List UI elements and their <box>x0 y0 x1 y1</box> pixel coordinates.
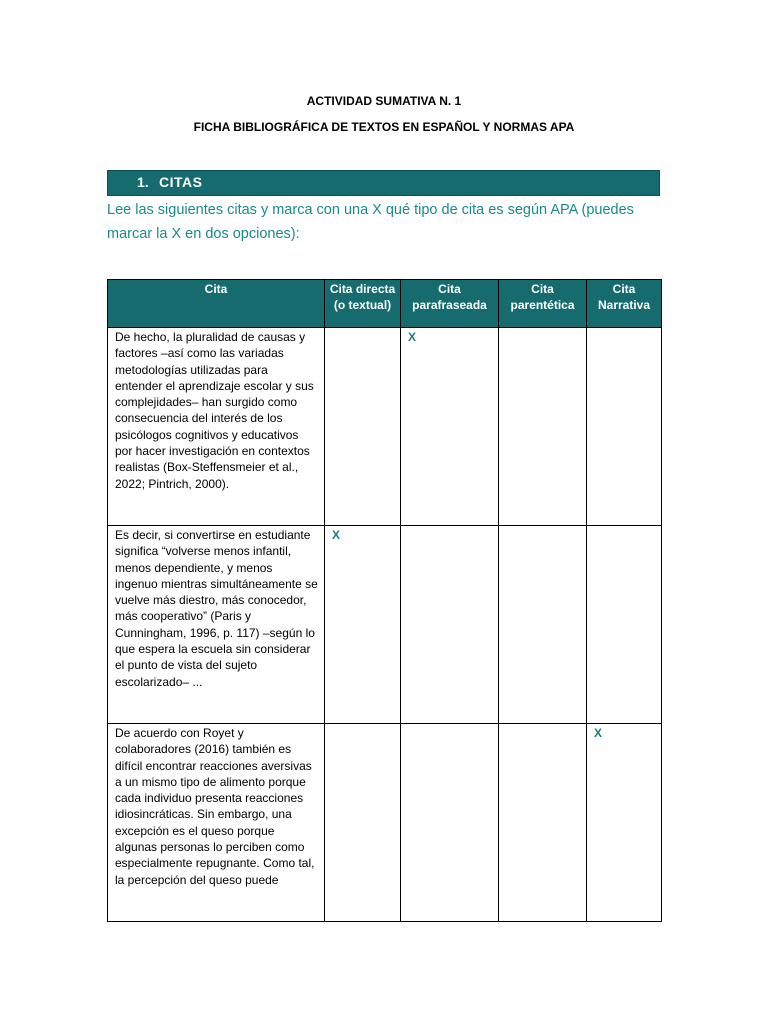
instructions-text: Lee las siguientes citas y marca con una X qué tipo de cita es según APA (puedes marcar la X en dos opciones): <box>107 202 634 242</box>
parafraseada-cell[interactable] <box>401 328 499 526</box>
directa-cell[interactable] <box>325 526 401 724</box>
parentetica-cell[interactable] <box>499 328 587 526</box>
narrativa-cell[interactable] <box>587 526 662 724</box>
quote-text: De hecho, la pluralidad de causas y factores –así como las variadas metodologías utilizadas para entender el aprendizaje escolar y sus complejidades– han surgido como consecuencia del interés de los psicólogos cognitivos y educativos por hacer investigación en contextos realistas (Box-Steffensmeier et al., 2022; Pintrich, 2000). <box>115 330 314 491</box>
document-subtitle: FICHA BIBLIOGRÁFICA DE TEXTOS EN ESPAÑOL Y NORMAS APA <box>193 120 575 134</box>
parentetica-cell[interactable] <box>499 526 587 724</box>
narrativa-cell[interactable] <box>587 328 662 526</box>
parafraseada-mark: X <box>408 330 417 344</box>
header-cita-parafraseada: Cita parafraseada <box>401 280 499 328</box>
section-header-citas <box>107 170 660 196</box>
quote-text: De acuerdo con Royet y colaboradores (2016) también es difícil encontrar reacciones aversivas a un mismo tipo de alimento porque cada individuo presenta reacciones idiosincráticas. Sin embargo, una excepción es el queso porque algunas personas lo perciben como especialmente repugnante. Como tal, la percepción del queso puede <box>115 726 315 887</box>
directa-mark: X <box>332 528 341 542</box>
header-cita-parentetica: Cita parentética <box>499 280 587 328</box>
header-cita-directa: Cita directa (o textual) <box>325 280 401 328</box>
table-row <box>108 526 662 724</box>
narrativa-mark: X <box>594 726 603 740</box>
section-number: 1. <box>137 174 149 190</box>
quote-text: Es decir, si convertirse en estudiante significa “volverse menos infantil, menos dependiente, y menos ingenuo mientras simultáneamente se vuelve más diestro, más conocedor, más cooperativo” (Paris y Cunningham, 1996, p. 117) –según lo que espera la escuela sin considerar el punto de vista del sujeto escolarizado– ... <box>115 528 318 689</box>
header-cita: Cita <box>108 280 325 328</box>
table-row <box>108 724 662 922</box>
directa-cell[interactable] <box>325 328 401 526</box>
document-title: ACTIVIDAD SUMATIVA N. 1 <box>306 94 462 108</box>
quote-cell <box>108 328 325 526</box>
quote-cell <box>108 526 325 724</box>
quote-cell <box>108 724 325 922</box>
parafraseada-cell[interactable] <box>401 526 499 724</box>
parentetica-cell[interactable] <box>499 724 587 922</box>
narrativa-cell[interactable] <box>587 724 662 922</box>
table-header-row <box>108 280 662 328</box>
citations-table <box>107 279 662 922</box>
section-label: CITAS <box>159 174 203 190</box>
header-cita-narrativa: Cita Narrativa <box>587 280 662 328</box>
parafraseada-cell[interactable] <box>401 724 499 922</box>
directa-cell[interactable] <box>325 724 401 922</box>
table-row <box>108 328 662 526</box>
